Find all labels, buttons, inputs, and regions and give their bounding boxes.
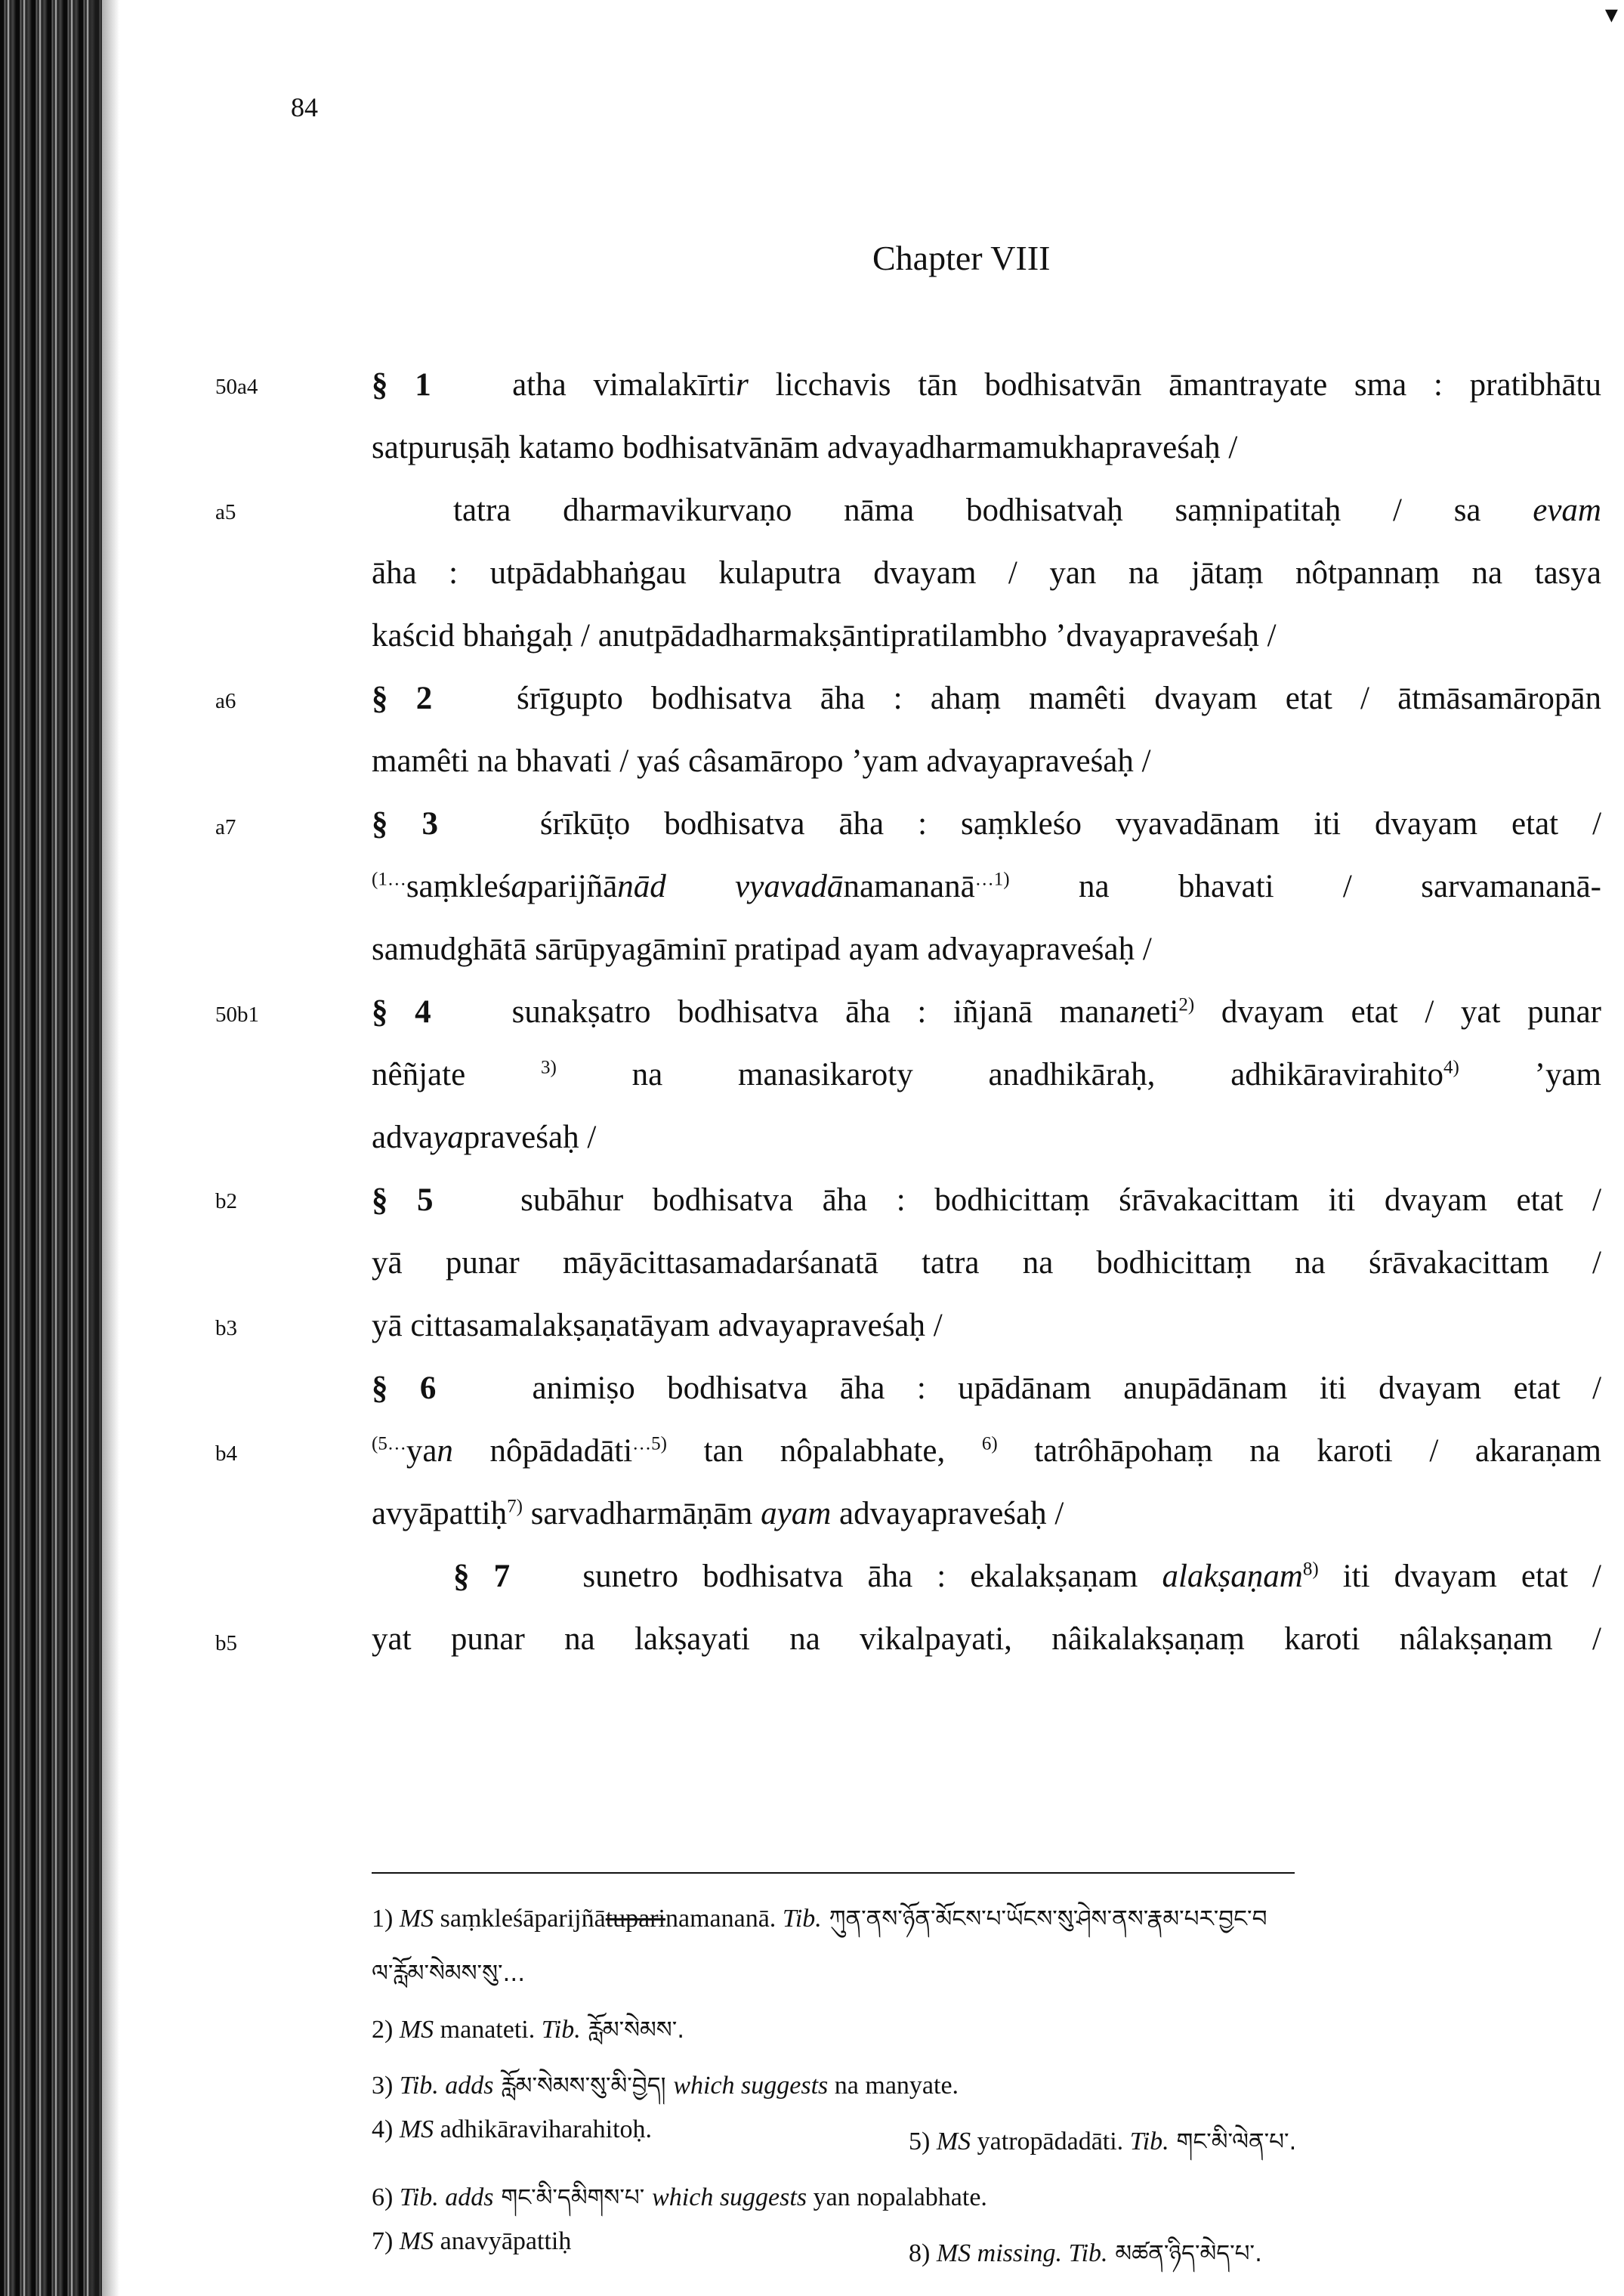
text-line: § 2 śrīgupto bodhisatva āha : ahaṃ mamêti dvayam etat / ātmāsamāropān — [372, 681, 1602, 716]
section-number: § 1 — [372, 367, 431, 403]
footnote-divider — [372, 1872, 1295, 1874]
text-line: § 3 śrīkūṭo bodhisatva āha : saṃkleśo vyavadānam iti dvayam etat / — [372, 806, 1602, 842]
footnote-7: 7) MS anavyāpattiḥ — [372, 2227, 572, 2255]
section-number: § 6 — [372, 1370, 437, 1406]
text-line: avyāpattiḥ$^{7)}$ sarvadharmāṇām ayam advayapraveśaḥ / — [372, 1496, 1064, 1531]
footnote-1: 1) MS saṃkleśāparijñātuparinamananā. Tib. ཀུན་ནས་ཉོན་མོངས་པ་ཡོངས་སུ་ཤེས་ནས་རྣམ་པར་བྱང་བ — [372, 1905, 1267, 1933]
text-line: § 6 animiṣo bodhisatva āha : upādānam anupādānam iti dvayam etat / — [372, 1370, 1602, 1406]
section-number: § 4 — [372, 994, 431, 1030]
text-line: yā cittasamalakṣaṇatāyam advayapraveśaḥ / — [372, 1308, 943, 1343]
section-number: § 7 — [453, 1559, 511, 1594]
text-line: samudghātā sārūpyagāminī pratipad ayam advayapraveśaḥ / — [372, 932, 1152, 967]
margin-ref: a6 — [215, 689, 236, 713]
footnote-6: 6) Tib. adds གང་མི་དམིགས་པ་ which suggests yan nopalabhate. — [372, 2183, 987, 2211]
text-line: tatra dharmavikurvaṇo nāma bodhisatvaḥ saṃnipatitaḥ / sa evam — [453, 493, 1601, 528]
margin-ref: a7 — [215, 815, 236, 839]
margin-ref: a5 — [215, 500, 236, 524]
text-line: yā punar māyācittasamadarśanatā tatra na bodhicittaṃ na śrāvakacittam / — [372, 1245, 1601, 1281]
footnote-4: 4) MS adhikāraviharahitoḥ. — [372, 2115, 653, 2143]
text-line: § 7 sunetro bodhisatva āha : ekalakṣaṇam alakṣaṇam$^{8)}$ iti dvayam etat / — [453, 1559, 1602, 1594]
text-line: $^{(1\dots}$saṃkleśaparijñānād vyavadānamananā$^{\dots 1)}$ na bhavati / sarvamananā- — [372, 869, 1602, 904]
footnote-3: 3) Tib. adds རློམ་སེམས་སུ་མི་བྱེད། which suggests na manyate. — [372, 2072, 959, 2100]
section-number: § 3 — [372, 806, 438, 842]
footnote-2: 2) MS manateti. Tib. རློམ་སེམས་. — [372, 2016, 685, 2044]
footnote-1-continued: ལ་རློམ་སེམས་སུ་... — [372, 1960, 526, 1987]
book-spine-scan-edge — [0, 0, 102, 2296]
footnote-5: 5) MS yatropādadāti. Tib. གང་མི་ལེན་པ་. — [909, 2128, 1297, 2155]
margin-ref: b4 — [215, 1442, 237, 1466]
page-number: 84 — [291, 92, 318, 122]
text-line: § 5 subāhur bodhisatva āha : bodhicittaṃ śrāvakacittam iti dvayam etat / — [372, 1182, 1602, 1218]
text-line: § 1 atha vimalakīrtir licchavis tān bodhisatvān āmantrayate sma : pratibhātu — [372, 367, 1602, 403]
footnote-8: 8) MS missing. Tib. མཚན་ཉིད་མེད་པ་. — [909, 2239, 1262, 2267]
text-line: āha : utpādabhaṅgau kulaputra dvayam / yan na jātaṃ nôtpannaṃ na tasya — [372, 555, 1601, 591]
text-line: nêñjate $^{3)}$ na manasikaroty anadhikāraḥ, adhikāravirahito$^{4)}$ ’yam — [372, 1057, 1601, 1092]
text-line: $^{(5\dots}$yan nôpādadāti$^{\dots 5)}$ tan nôpalabhate, $^{6)}$ tatrôhāpohaṃ na karoti / akaraṇam — [372, 1433, 1601, 1469]
text-line: mamêti na bhavati / yaś câsamāropo ’yam advayapraveśaḥ / — [372, 743, 1151, 779]
text-line: advayapraveśaḥ / — [372, 1120, 597, 1155]
chapter-title: Chapter VIII — [872, 239, 1051, 277]
spine-shadow — [89, 0, 119, 2296]
margin-ref: b2 — [215, 1189, 237, 1213]
text-line: satpuruṣāḥ katamo bodhisatvānām advayadharmamukhapraveśaḥ / — [372, 430, 1238, 465]
section-number: § 2 — [372, 681, 433, 716]
margin-ref: 50b1 — [215, 1003, 259, 1027]
text-line: kaścid bhaṅgaḥ / anutpādadharmakṣāntipratilambho ’dvayapraveśaḥ / — [372, 618, 1277, 654]
text-line: yat punar na lakṣayati na vikalpayati, nâikalakṣaṇaṃ karoti nâlakṣaṇam / — [372, 1621, 1601, 1657]
margin-ref: 50a4 — [215, 375, 258, 399]
corner-mark: ▾ — [1604, 1, 1618, 29]
text-line: § 4 sunakṣatro bodhisatva āha : iñjanā mananeti$^{2)}$ dvayam etat / yat punar — [372, 994, 1602, 1030]
margin-ref: b3 — [215, 1316, 237, 1340]
section-number: § 5 — [372, 1182, 434, 1218]
margin-ref: b5 — [215, 1631, 237, 1655]
